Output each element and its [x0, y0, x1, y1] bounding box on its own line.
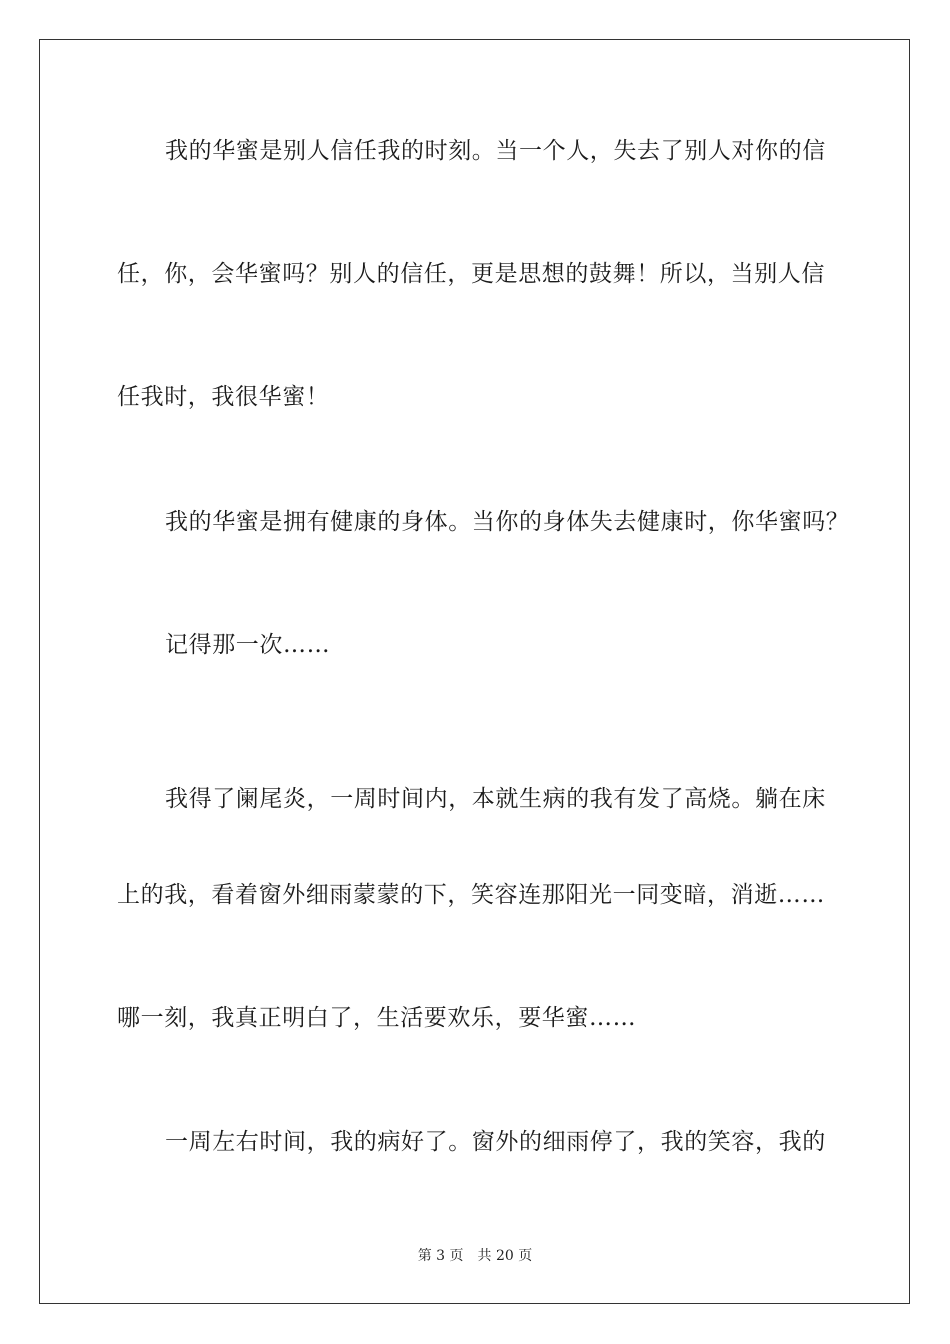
text-line-1: 我的华蜜是别人信任我的时刻。当一个人，失去了别人对你的信 [165, 138, 826, 164]
page-footer [0, 1247, 950, 1265]
text-line-9: 一周左右时间，我的病好了。窗外的细雨停了，我的笑容，我的 [165, 1129, 826, 1155]
page-total: 共 20 页 [477, 1248, 533, 1264]
text-line-5: 记得那一次…… [165, 632, 331, 658]
text-line-6: 我得了阑尾炎，一周时间内，本就生病的我有发了高烧。躺在床 [165, 786, 826, 812]
text-line-2: 任，你，会华蜜吗？别人的信任，更是思想的鼓舞！所以，当别人信 [117, 261, 825, 287]
page-number: 第 3 页 [417, 1248, 464, 1264]
text-line-3: 任我时，我很华蜜！ [117, 384, 330, 410]
text-line-4: 我的华蜜是拥有健康的身体。当你的身体失去健康时，你华蜜吗？ [165, 509, 850, 535]
text-line-8: 哪一刻，我真正明白了，生活要欢乐，要华蜜…… [117, 1005, 637, 1031]
text-line-7: 上的我，看着窗外细雨蒙蒙的下，笑容连那阳光一同变暗，消逝…… [117, 882, 825, 908]
page-frame [39, 39, 910, 1304]
